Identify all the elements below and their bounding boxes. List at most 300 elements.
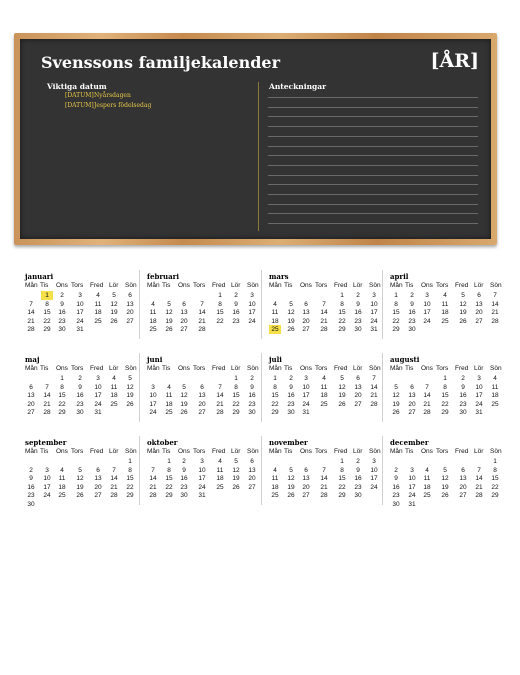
day-cell: 5: [78, 466, 82, 474]
weekday-label: Lör: [474, 282, 484, 289]
day-cell: 24: [408, 492, 416, 499]
weekday-label: Fred: [90, 282, 104, 289]
day-cell: 6: [96, 466, 100, 474]
weekday-label: Lör: [474, 365, 484, 372]
day-cell: 12: [76, 475, 84, 482]
day-cell: 2: [461, 375, 465, 382]
weekday-label: Ons: [421, 365, 433, 372]
day-cell: 29: [43, 326, 51, 333]
day-cell: 25: [165, 409, 173, 416]
day-cell: 19: [459, 309, 467, 316]
day-cell: 28: [320, 326, 328, 333]
day-cell: 27: [94, 492, 102, 499]
day-cell: 12: [287, 309, 295, 316]
day-cell: 7: [425, 383, 429, 391]
day-cell: 21: [423, 400, 431, 408]
weekday-label: Fred: [455, 282, 469, 289]
day-cell: 27: [302, 492, 310, 499]
day-cell: 17: [149, 400, 157, 408]
day-cell: 21: [149, 483, 157, 491]
day-cell: 2: [356, 292, 360, 299]
day-cell: 5: [128, 375, 132, 382]
day-cell: 8: [340, 466, 344, 474]
weekday-label: Lör: [109, 448, 119, 455]
day-cell: 28: [43, 409, 51, 416]
note-line: [268, 107, 478, 108]
month-januari: [25, 272, 137, 340]
day-cell: 1: [394, 292, 398, 299]
day-cell: 12: [126, 383, 134, 391]
day-cell: 3: [45, 466, 49, 474]
weekday-label: Tis: [405, 448, 414, 455]
chalkboard: [20, 39, 491, 239]
day-cell: 19: [110, 309, 118, 316]
day-cell: 10: [370, 466, 378, 474]
day-cell: 10: [475, 383, 483, 391]
day-cell: 4: [322, 375, 326, 382]
weekday-label: Fred: [455, 365, 469, 372]
day-cell: 27: [248, 483, 256, 491]
day-cell: 21: [216, 400, 224, 408]
weekday-label: Lör: [231, 448, 241, 455]
day-cell: 9: [234, 300, 238, 308]
weekday-label: Sön: [490, 365, 502, 372]
weekday-label: Fred: [212, 448, 226, 455]
note-line: [268, 213, 478, 214]
day-cell: 11: [271, 475, 279, 482]
day-cell: 12: [232, 466, 240, 474]
weekday-label: Tis: [405, 365, 414, 372]
day-cell: 4: [273, 300, 277, 308]
month-name: december: [390, 438, 429, 447]
weekday-label: Mån: [25, 282, 38, 289]
day-cell: 8: [218, 300, 222, 308]
day-cell: 8: [234, 383, 238, 391]
day-cell: 21: [320, 483, 328, 491]
day-cell: 5: [289, 466, 293, 474]
day-cell: 31: [370, 326, 378, 333]
day-cell: 7: [200, 300, 204, 308]
weekday-label: Lör: [109, 365, 119, 372]
day-cell: 13: [475, 300, 483, 308]
day-cell: 14: [216, 392, 224, 399]
day-cell: 30: [408, 326, 416, 333]
weekday-label: Ons: [300, 282, 312, 289]
day-cell: 30: [459, 409, 467, 416]
weekday-label: Lör: [353, 448, 363, 455]
day-cell: 28: [110, 492, 118, 499]
day-cell: 14: [198, 309, 206, 316]
day-cell: 10: [370, 300, 378, 308]
day-cell: 16: [354, 475, 362, 482]
day-cell: 8: [394, 300, 398, 308]
day-cell: 21: [198, 317, 206, 325]
weekday-label: Tors: [193, 448, 206, 455]
day-cell: 2: [394, 466, 398, 474]
day-cell: 2: [410, 292, 414, 299]
day-cell: 31: [302, 409, 310, 416]
day-cell: 7: [493, 292, 497, 299]
month-name: mars: [269, 272, 289, 281]
day-cell: 29: [165, 492, 173, 499]
day-cell: 6: [250, 458, 254, 465]
day-cell: 20: [94, 483, 102, 491]
day-cell: 14: [320, 475, 328, 482]
day-cell: 21: [475, 483, 483, 491]
day-cell: 11: [441, 300, 449, 308]
day-cell: 18: [216, 475, 224, 482]
weekday-label: Tors: [315, 282, 328, 289]
day-cell: 12: [338, 383, 346, 391]
day-cell: 29: [271, 409, 279, 416]
day-cell: 17: [198, 475, 206, 482]
day-cell: 27: [354, 400, 362, 408]
day-cell: 8: [443, 383, 447, 391]
weekday-label: Sön: [125, 365, 137, 372]
day-cell: 29: [126, 492, 134, 499]
day-cell: 18: [149, 317, 157, 325]
day-cell: 30: [76, 409, 84, 416]
day-cell: 9: [29, 475, 33, 482]
day-cell: 6: [410, 383, 414, 391]
day-cell: 26: [287, 326, 295, 333]
day-cell: 20: [354, 392, 362, 399]
day-cell: 12: [165, 309, 173, 316]
day-cell: 10: [76, 300, 84, 308]
day-cell: 21: [320, 317, 328, 325]
month-separator: [261, 436, 262, 505]
day-cell: 4: [167, 383, 171, 391]
day-cell: 3: [78, 292, 82, 299]
note-line: [268, 204, 478, 205]
day-cell: 7: [151, 466, 155, 474]
weekday-label: Ons: [421, 448, 433, 455]
day-cell: 8: [60, 383, 64, 391]
day-cell: 13: [198, 392, 206, 399]
day-cell: 26: [287, 492, 295, 499]
day-cell: 22: [491, 483, 499, 491]
day-cell: 14: [423, 392, 431, 399]
day-cell: 25: [58, 492, 66, 499]
day-cell: 6: [356, 375, 360, 382]
day-cell: 6: [304, 466, 308, 474]
day-cell: 1: [167, 458, 171, 465]
important-dates-list: [65, 91, 151, 111]
day-cell: 22: [338, 483, 346, 491]
day-cell: 30: [180, 492, 188, 499]
day-cell: 20: [27, 400, 35, 408]
day-cell: 16: [408, 309, 416, 316]
day-cell: 17: [43, 483, 51, 491]
day-cell: 29: [58, 409, 66, 416]
day-cell: 18: [110, 392, 118, 399]
day-cell: 1: [443, 375, 447, 382]
day-cell: 23: [27, 492, 35, 499]
day-cell: 16: [76, 392, 84, 399]
day-cell: 19: [126, 392, 134, 399]
day-cell: 22: [216, 317, 224, 325]
weekday-label: Ons: [56, 282, 68, 289]
important-date-label: Jespers födelsedag: [94, 102, 152, 109]
day-cell: 24: [302, 400, 310, 408]
day-cell: 10: [198, 466, 206, 474]
weekday-label: Lör: [353, 365, 363, 372]
day-cell: 2: [234, 292, 238, 299]
day-cell: 17: [408, 483, 416, 491]
weekday-label: Tis: [40, 448, 49, 455]
day-cell: 22: [43, 317, 51, 325]
day-cell: 10: [302, 383, 310, 391]
weekday-label: Sön: [247, 365, 259, 372]
day-cell: 28: [27, 326, 35, 333]
day-cell: 16: [232, 309, 240, 316]
day-cell: 19: [287, 317, 295, 325]
day-cell: 30: [287, 409, 295, 416]
day-cell: 8: [273, 383, 277, 391]
note-line: [268, 155, 478, 156]
day-cell: 21: [27, 317, 35, 325]
day-cell: 26: [232, 483, 240, 491]
day-cell: 22: [232, 400, 240, 408]
day-cell: 22: [271, 400, 279, 408]
day-cell: 16: [354, 309, 362, 316]
weekday-label: Ons: [56, 448, 68, 455]
day-cell: 15: [441, 392, 449, 399]
day-cell: 9: [461, 383, 465, 391]
day-cell: 17: [423, 309, 431, 316]
day-cell: 24: [76, 317, 84, 325]
day-cell: 5: [340, 375, 344, 382]
day-cell: 18: [441, 309, 449, 316]
note-line: [268, 126, 478, 127]
day-cell: 7: [322, 300, 326, 308]
day-cell: 20: [126, 309, 134, 316]
day-cell: 5: [167, 300, 171, 308]
day-cell: 4: [273, 466, 277, 474]
weekday-label: Tis: [162, 282, 171, 289]
day-cell: 19: [232, 475, 240, 482]
month-name: juli: [269, 355, 282, 364]
day-cell: 18: [271, 317, 279, 325]
day-cell: 12: [110, 300, 118, 308]
month-november: [269, 438, 381, 506]
day-cell: 25: [149, 326, 157, 333]
day-cell: 17: [370, 309, 378, 316]
day-cell: 26: [76, 492, 84, 499]
day-cell: 6: [128, 292, 132, 299]
day-cell: 24: [198, 483, 206, 491]
weekday-label: Tors: [436, 282, 449, 289]
day-cell: 26: [165, 326, 173, 333]
day-cell: 7: [45, 383, 49, 391]
day-cell: 7: [372, 375, 376, 382]
day-cell: 24: [423, 317, 431, 325]
day-cell: 6: [182, 300, 186, 308]
month-name: oktober: [147, 438, 178, 447]
day-cell: 11: [165, 392, 173, 399]
day-cell: 5: [182, 383, 186, 391]
day-cell: 26: [338, 400, 346, 408]
weekday-label: Tors: [315, 365, 328, 372]
day-cell: 21: [370, 392, 378, 399]
day-cell: 1: [340, 458, 344, 465]
day-cell: 15: [271, 392, 279, 399]
day-cell: 13: [302, 309, 310, 316]
day-cell: 8: [45, 300, 49, 308]
day-cell: 26: [459, 317, 467, 325]
important-date-item: [65, 91, 151, 101]
day-cell: 3: [96, 375, 100, 382]
day-cell: 22: [126, 483, 134, 491]
day-cell: 30: [248, 409, 256, 416]
day-cell: 8: [167, 466, 171, 474]
weekday-label: Sön: [369, 282, 381, 289]
day-cell: 22: [58, 400, 66, 408]
day-cell: 19: [76, 483, 84, 491]
month-name: september: [25, 438, 67, 447]
day-cell: 28: [491, 317, 499, 325]
weekday-label: Fred: [212, 365, 226, 372]
day-cell: 27: [126, 317, 134, 325]
day-cell: 12: [392, 392, 400, 399]
year-placeholder: [ÅR]: [430, 50, 479, 72]
weekday-label: Ons: [178, 365, 190, 372]
weekday-label: Mån: [147, 448, 160, 455]
weekday-label: Fred: [90, 448, 104, 455]
day-cell: 26: [126, 400, 134, 408]
day-cell: 2: [250, 375, 254, 382]
month-februari: [147, 272, 259, 340]
day-cell: 28: [149, 492, 157, 499]
day-cell: 24: [370, 483, 378, 491]
day-cell: 29: [338, 492, 346, 499]
day-cell: 3: [304, 375, 308, 382]
month-mars: [269, 272, 381, 340]
day-cell: 5: [443, 466, 447, 474]
day-cell: 14: [475, 475, 483, 482]
day-cell: 10: [423, 300, 431, 308]
month-separator: [261, 353, 262, 422]
day-cell: 27: [408, 409, 416, 416]
day-cell: 18: [271, 483, 279, 491]
day-cell: 16: [27, 483, 35, 491]
month-separator: [139, 353, 140, 422]
day-cell: 23: [287, 400, 295, 408]
day-cell: 25: [94, 317, 102, 325]
day-cell: 31: [198, 492, 206, 499]
weekday-label: Mån: [25, 365, 38, 372]
day-cell: 28: [198, 326, 206, 333]
day-cell: 11: [320, 383, 328, 391]
day-cell: 8: [128, 466, 132, 474]
day-cell: 18: [58, 483, 66, 491]
day-cell: 24: [248, 317, 256, 325]
day-cell: 27: [180, 326, 188, 333]
day-cell: 6: [29, 383, 33, 391]
day-cell: 23: [354, 483, 362, 491]
weekday-label: Tis: [40, 365, 49, 372]
day-cell: 8: [340, 300, 344, 308]
weekday-label: Sön: [369, 365, 381, 372]
day-cell: 23: [232, 317, 240, 325]
day-cell: 13: [180, 309, 188, 316]
day-cell: 7: [29, 300, 33, 308]
day-cell: 16: [58, 309, 66, 316]
day-cell: 20: [302, 317, 310, 325]
month-name: november: [269, 438, 308, 447]
day-cell: 4: [218, 458, 222, 465]
day-cell: 16: [459, 392, 467, 399]
day-cell: 16: [392, 483, 400, 491]
note-line: [268, 175, 478, 176]
day-cell: 17: [76, 309, 84, 316]
day-cell: 27: [475, 317, 483, 325]
month-juli: [269, 355, 381, 423]
note-line: [268, 223, 478, 224]
day-cell: 26: [441, 492, 449, 499]
weekday-label: Sön: [490, 282, 502, 289]
day-cell: 22: [165, 483, 173, 491]
day-cell: 21: [491, 309, 499, 316]
day-cell: 4: [96, 292, 100, 299]
weekday-label: Sön: [125, 282, 137, 289]
day-cell: 2: [29, 466, 33, 474]
day-cell: 28: [475, 492, 483, 499]
day-cell: 16: [287, 392, 295, 399]
day-cell: 1: [60, 375, 64, 382]
day-cell: 12: [441, 475, 449, 482]
day-cell: 13: [126, 300, 134, 308]
day-cell: 29: [491, 492, 499, 499]
day-cell: 27: [459, 492, 467, 499]
day-cell: 2: [60, 292, 64, 299]
day-cell: 15: [165, 475, 173, 482]
month-name: februari: [147, 272, 180, 281]
note-line: [268, 97, 478, 98]
day-cell: 7: [322, 466, 326, 474]
day-cell: 12: [287, 475, 295, 482]
day-cell: 26: [392, 409, 400, 416]
day-cell: 23: [354, 317, 362, 325]
weekday-label: Ons: [178, 282, 190, 289]
day-cell: 15: [491, 475, 499, 482]
day-cell: 25: [110, 400, 118, 408]
day-cell: 8: [493, 466, 497, 474]
weekday-label: Tis: [162, 448, 171, 455]
day-cell: 9: [394, 475, 398, 482]
day-cell: 28: [370, 400, 378, 408]
day-cell: 27: [27, 409, 35, 416]
day-cell: 9: [289, 383, 293, 391]
day-cell: 10: [43, 475, 51, 482]
note-line: [268, 165, 478, 166]
day-cell: 2: [78, 375, 82, 382]
day-cell: 24: [94, 400, 102, 408]
weekday-label: Mån: [147, 365, 160, 372]
day-cell: 4: [493, 375, 497, 382]
day-cell: 14: [27, 309, 35, 316]
day-cell: 4: [425, 466, 429, 474]
weekday-label: Tors: [193, 282, 206, 289]
day-cell: 3: [200, 458, 204, 465]
day-cell: 20: [180, 317, 188, 325]
day-cell: 6: [304, 300, 308, 308]
weekday-label: Ons: [300, 365, 312, 372]
day-cell: 9: [182, 466, 186, 474]
day-cell: 29: [232, 409, 240, 416]
day-cell: 11: [271, 309, 279, 316]
weekday-label: Lör: [353, 282, 363, 289]
